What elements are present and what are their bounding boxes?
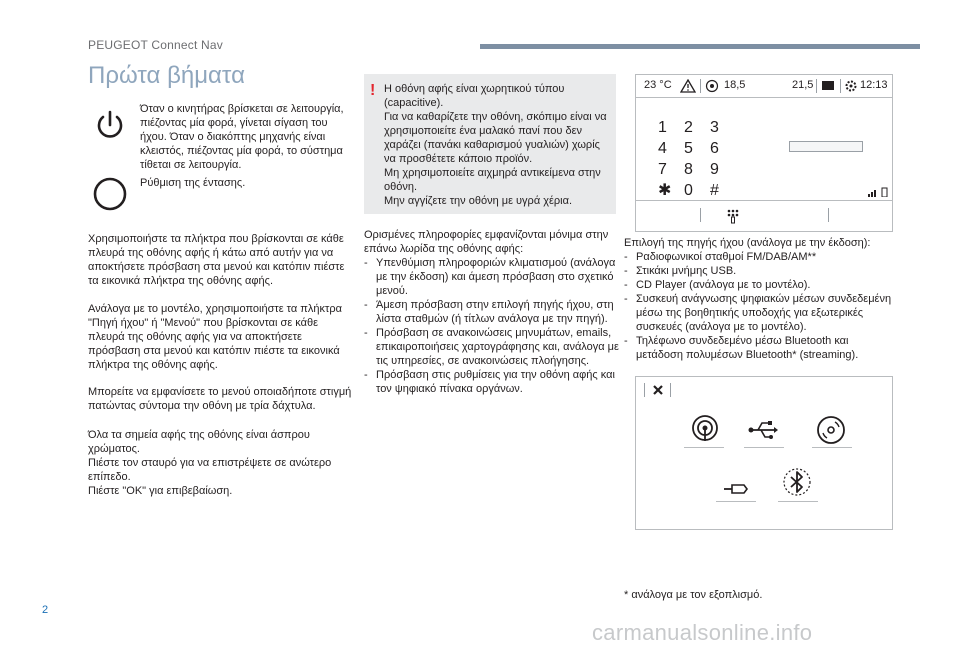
page-number: 2 — [42, 604, 49, 616]
keypad-row — [658, 180, 736, 201]
warning-line: Μην αγγίζετε την οθόνη με υγρά χέρια. — [384, 195, 573, 207]
key: 9 — [710, 161, 719, 178]
top-strip-intro: Ορισμένες πληροφορίες εμφανίζονται μόνιμα στην επάνω λωρίδα της οθόνης αφής: — [364, 229, 609, 255]
keypad-row — [658, 138, 736, 159]
left-temperature-setting: 18,5 — [724, 79, 746, 91]
touchscreen-keypad-illustration — [635, 74, 893, 232]
warning-box — [364, 74, 616, 214]
key: # — [710, 182, 719, 199]
list-item: - CD Player (ανάλογα με το μοντέλο). — [624, 278, 894, 292]
key: 2 — [684, 119, 693, 136]
separator — [700, 208, 701, 222]
signal-battery-icon — [868, 187, 888, 197]
close-icon — [652, 384, 664, 396]
key: 3 — [710, 119, 719, 136]
footnote: * ανάλογα με τον εξοπλισμό. — [624, 589, 763, 601]
warning-line: Μη χρησιμοποιείτε αιχμηρά αντικείμενα στην οθόνη. — [384, 167, 601, 193]
message-icon — [821, 80, 835, 92]
divider — [778, 501, 818, 502]
touchscreen-source-illustration — [635, 376, 893, 530]
key: 5 — [684, 140, 693, 157]
key: 0 — [684, 182, 693, 199]
touch-menu-icon — [726, 208, 740, 224]
power-description: Όταν ο κινητήρας βρίσκεται σε λειτουργία, πιέζοντας μία φορά, γίνεται σίγαση του ήχου. Όταν ο διακόπτης μηχανής είναι κλειστός, πιέζοντας μία φορά, το σύστημα τίθεται σε λειτουργία. — [140, 103, 344, 171]
key: 1 — [658, 119, 667, 136]
aux-jack-icon — [718, 467, 752, 501]
settings-gear-icon — [844, 79, 858, 93]
header-rule — [480, 44, 920, 49]
list-item: - Υπενθύμιση πληροφοριών κλιματισμού (ανάλογα με την έκδοση) και άμεση πρόσβαση στο σχετικό μενού. — [364, 256, 620, 298]
radio-icon — [688, 411, 722, 445]
screen-bottom-bar — [636, 200, 892, 231]
cd-icon — [814, 413, 848, 447]
separator — [700, 79, 701, 93]
paragraph-keys: Χρησιμοποιήστε τα πλήκτρα που βρίσκονται σε κάθε πλευρά της οθόνης αφής ή κάτω από αυτήν για να αποκτήσετε πρόσβαση στα μενού και κατόπιν πιέστε τα εικονικά πλήκτρα της οθόνης αφής. — [88, 233, 345, 287]
separator — [828, 208, 829, 222]
separator — [816, 79, 817, 93]
warning-line: Για να καθαρίζετε την οθόνη, σκόπιμο είναι να χρησιμοποιείτε ένα μαλακό πανί που δεν χαράζει (πανάκι καθαρισμού γυαλιών) χωρίς να προσθέτετε κάποιο προϊόν. — [384, 111, 607, 165]
power-icon — [92, 107, 128, 143]
temperature-readout: 23 °C — [644, 79, 672, 91]
warning-text — [384, 82, 612, 208]
usb-icon — [746, 413, 780, 447]
divider — [684, 447, 724, 448]
warning-triangle-icon — [680, 79, 696, 93]
number-field — [789, 141, 863, 152]
keypad-row — [658, 117, 736, 138]
status-bar — [636, 75, 892, 98]
keypad-row — [658, 159, 736, 180]
ok-line: Πιέστε "OK" για επιβεβαίωση. — [88, 485, 233, 497]
page-title: Πρώτα βήματα — [88, 62, 245, 89]
cross-line: Πιέστε τον σταυρό για να επιστρέψετε σε ανώτερο επίπεδο. — [88, 457, 332, 483]
paragraph-source-menu: Ανάλογα με το μοντέλο, χρησιμοποιήστε τα πλήκτρα "Πηγή ήχου" ή "Μενού" που βρίσκονται σε κάθε πλευρά της οθόνης αφής για να αποκτήσετε πρόσβαση στα μενού και κατόπιν πιέστε τα εικονικά πλήκτρα της οθόνης αφής. — [88, 303, 342, 371]
keypad — [658, 117, 736, 201]
paragraph-touch-points — [88, 428, 354, 498]
list-item: - Άμεση πρόσβαση στην επιλογή πηγής ήχου, στη λίστα σταθμών (ή τίτλων ανάλογα με την πηγή). — [364, 298, 620, 326]
warning-icon: ! — [370, 82, 376, 99]
key: 7 — [658, 161, 667, 178]
audio-source-info — [624, 236, 894, 362]
list-item: - Πρόσβαση σε ανακοινώσεις μηνυμάτων, emails, επικαιροποιήσεις χαρτογράφησης και, ανάλογα με τις υπηρεσίες, σε ανακοινώσεις πλοήγησης. — [364, 326, 620, 368]
separator — [840, 79, 841, 93]
audio-source-intro: Επιλογή της πηγής ήχου (ανάλογα με την έκδοση): — [624, 237, 871, 249]
clock: 12:13 — [860, 79, 888, 91]
list-item: - Ραδιοφωνικοί σταθμοί FM/DAB/AM** — [624, 250, 894, 264]
touch-points-line: Όλα τα σημεία αφής της οθόνης είναι άσπρου χρώματος. — [88, 429, 310, 455]
list-item: - Συσκευή ανάγνωσης ψηφιακών μέσων συνδεδεμένη μέσω της βοηθητικής υποδοχής για εξωτερικές συσκευές (ανάλογα με το μοντέλο). — [624, 292, 894, 334]
divider — [744, 447, 784, 448]
paragraph-three-fingers: Μπορείτε να εμφανίσετε το μενού οποιαδήποτε στιγμή πατώντας σύντομα την οθόνη με τρία δάχτυλα. — [88, 386, 352, 412]
divider — [812, 447, 852, 448]
volume-knob-icon — [92, 176, 128, 212]
top-strip-info — [364, 228, 620, 396]
key: 4 — [658, 140, 667, 157]
key: ✱ — [658, 182, 672, 199]
separator — [644, 383, 645, 397]
list-item: - Στικάκι μνήμης USB. — [624, 264, 894, 278]
key: 8 — [684, 161, 693, 178]
divider — [716, 501, 756, 502]
audio-source-list — [624, 250, 894, 362]
volume-description: Ρύθμιση της έντασης. — [140, 177, 246, 189]
right-temperature-setting: 21,5 — [792, 79, 814, 91]
watermark: carmanualsonline.info — [592, 620, 813, 645]
list-item: - Τηλέφωνο συνδεδεμένο μέσω Bluetooth και μετάδοση πολυμέσων Bluetooth* (streaming). — [624, 334, 894, 362]
separator — [670, 383, 671, 397]
key: 6 — [710, 140, 719, 157]
list-item: - Πρόσβαση στις ρυθμίσεις για την οθόνη αφής και τον ψηφιακό πίνακα οργάνων. — [364, 368, 620, 396]
bluetooth-icon — [780, 465, 814, 499]
document-header: PEUGEOT Connect Nav — [88, 38, 223, 52]
warning-line: Η οθόνη αφής είναι χωρητικού τύπου (capacitive). — [384, 83, 565, 109]
radio-source-icon — [705, 79, 719, 93]
top-strip-list — [364, 256, 620, 396]
